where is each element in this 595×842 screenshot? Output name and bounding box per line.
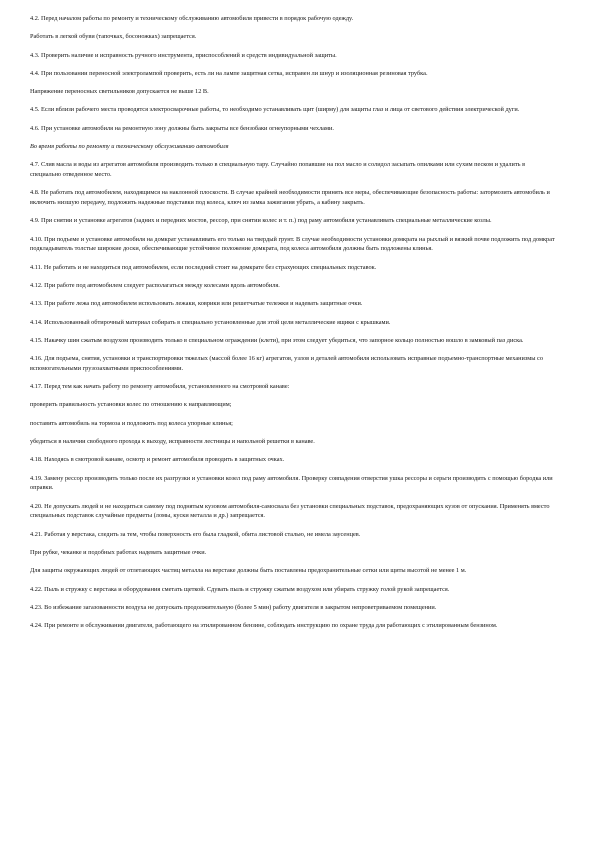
paragraph-4-8: 4.8. Не работать под автомобилем, находящимся на наклонной плоскости. В случае крайней необходимости принять все меры, обеспечивающие безопасность работы: затормозить автомобиль и включить низшую передачу, подложить надежные подставки под колеса, ключ из замка зажигания убрать, а кабину закрыть. bbox=[30, 189, 550, 207]
paragraph-4-16: 4.16. Для подъема, снятия, установки и транспортировки тяжелых (массой более 16 кг) агрегатов, узлов и деталей автомобиля использовать исправные подъемно-транспортные механизмы со вспомогательными грузозахватными приспособлениями. bbox=[30, 355, 543, 372]
section-heading: Во время работы по ремонту и техническому обслуживанию автомобиля bbox=[30, 143, 229, 151]
paragraph-4-24: 4.24. При ремонте и обслуживании двигателя, работающего на этилированном бензине, соблюдать инструкцию по охране труда для работающих с этилированным бензином. bbox=[30, 622, 498, 630]
paragraph-4-4: 4.4. При пользовании переносной электролампой проверить, есть ли на лампе защитная сетка, исправен ли шнур и изоляционная резиновая трубка. bbox=[30, 69, 428, 77]
paragraph-4-12: 4.12. При работе под автомобилем следует располагаться между колесами вдоль автомобиля. bbox=[30, 281, 280, 289]
paragraph-4-20: 4.20. Не допускать людей и не находиться самому под поднятым кузовом автомобиля-самосвала без установки специальных подставок, предохраняющих кузов от опускания. Применять вместо специальных подставок случайные предметы (ломы, куски металла и др.) запрещается. bbox=[30, 502, 550, 520]
paragraph-4-22: 4.22. Пыль и стружку с верстака и оборудования сметать щеткой. Сдувать пыль и стружку сжатым воздухом или убирать стружку голой рукой запрещается. bbox=[30, 585, 450, 593]
paragraph-4-23: 4.23. Во избежание загазованности воздуха не допускать продолжительную (более 5 мин) работу двигателя в закрытом непроветриваемом помещении. bbox=[30, 603, 437, 611]
paragraph-4-13: 4.13. При работе лежа под автомобилем использовать лежаки, коврики или решетчатые тележки и надевать защитные очки. bbox=[30, 300, 363, 308]
paragraph-4-21: 4.21. Работая у верстака, следить за тем, чтобы поверхность его была гладкой, обита листовой сталью, не имела заусенцев. bbox=[30, 530, 361, 538]
list-item-check-wheels: проверить правильность установки колес по отношению к направляющим; bbox=[30, 401, 232, 409]
paragraph-4-2: 4.2. Перед началом работы по ремонту и техническому обслуживанию автомобиля привести в порядок рабочую одежду. bbox=[30, 15, 354, 22]
paragraph-4-9: 4.9. При снятии и установке агрегатов (задних и передних мостов, рессор, при снятии колес и т. п.) под раму автомобиля устанавливать специальные металлические козлы. bbox=[30, 217, 492, 225]
list-item-brakes: поставить автомобиль на тормоза и подложить под колеса упорные клинья; bbox=[30, 419, 233, 427]
paragraph-light-shoes: Работать в легкой обуви (тапочках, босоножках) запрещается. bbox=[30, 33, 197, 41]
paragraph-protective-screens: Для защиты окружающих людей от отлетающих частиц металла на верстаке должны быть поставлены предохранительные сетки или щиты высотой не менее 1 м. bbox=[30, 567, 467, 575]
paragraph-4-6: 4.6. При установке автомобиля на ремонтную зону должны быть закрыты все бензобаки огнеупорными чехлами. bbox=[30, 124, 334, 132]
paragraph-4-18: 4.18. Находясь в смотровой канаве, осмотр и ремонт автомобиля проводить в защитных очках. bbox=[30, 456, 285, 464]
paragraph-4-11: 4.11. Не работать и не находиться под автомобилем, если последний стоит на домкрате без страхующих специальных подставок. bbox=[30, 263, 377, 271]
paragraph-4-3: 4.3. Проверить наличие и исправность ручного инструмента, приспособлений и средств индивидуальной защиты. bbox=[30, 51, 337, 59]
paragraph-4-15: 4.15. Накачку шин сжатым воздухом производить только в специальном ограждении (клети), при этом следует убедиться, что запорное кольцо полностью вошло в замковый паз диска. bbox=[30, 336, 524, 344]
paragraph-4-10: 4.10. При подъеме и установке автомобиля на домкрат устанавливать его только на твердый грунт. В случае необходимости установки домкрата на рыхлый и вязкий почве подложить под домкрат подкладыватель толстые широкие доски, обеспечивающие устойчивое положение домкрата, под колеса автомобиля должны быть подложены клинья. bbox=[30, 235, 555, 253]
list-item-exit: убедиться в наличии свободного прохода к выходу, исправности лестницы и напольной решетки в канаве. bbox=[30, 438, 315, 446]
paragraph-4-5: 4.5. Если вблизи рабочего места проводятся электросварочные работы, то необходимо устанавливать щит (ширму) для защиты глаз и лица от светового действия электрической дуги. bbox=[30, 106, 520, 114]
paragraph-4-7: 4.7. Слив масла и воды из агрегатов автомобиля производить только в специальную тару. Случайно попавшие на пол масло и солидол засыпать опилками или сухим песком и удалить в специально отведенное место. bbox=[30, 161, 526, 179]
paragraph-4-14: 4.14. Использованный обтирочный материал собирать в специально установленные для этой цели металлические ящики с крышками. bbox=[30, 318, 391, 326]
paragraph-4-19: 4.19. Замену рессор производить только после их разгрузки и установки козел под раму автомобиля. Проверку совпадения отверстия ушка рессоры и серьги производить с помощью бородка или оправки. bbox=[30, 474, 553, 492]
paragraph-4-17: 4.17. Перед тем как начать работу по ремонту автомобиля, установленного на смотровой канаве: bbox=[30, 383, 290, 391]
paragraph-voltage: Напряжение переносных светильников допускается не выше 12 В. bbox=[30, 88, 209, 96]
paragraph-goggles: При рубке, чеканке и подобных работах надевать защитные очки. bbox=[30, 548, 207, 556]
